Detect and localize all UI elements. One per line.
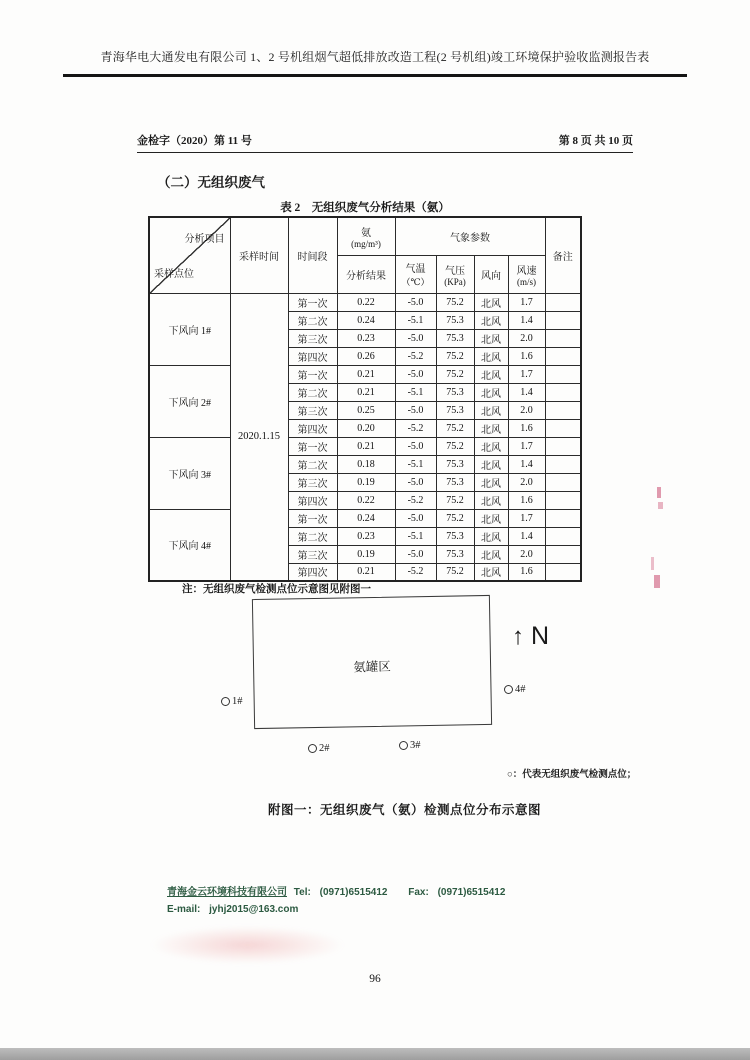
cell-remark [545, 563, 581, 581]
cell-period: 第三次 [288, 401, 337, 419]
cell-wind-dir: 北风 [474, 455, 508, 473]
ammonia-table-body [149, 293, 581, 581]
monitor-point-3 [399, 740, 421, 751]
monitor-point-4 [504, 684, 526, 695]
cell-result: 0.22 [337, 491, 395, 509]
cell-result: 0.22 [337, 293, 395, 311]
point-circle-icon [308, 744, 317, 753]
cell-wind-speed: 2.0 [508, 473, 545, 491]
cell-remark [545, 401, 581, 419]
cell-period: 第三次 [288, 545, 337, 563]
table-row [149, 509, 581, 527]
cell-pressure: 75.2 [436, 437, 474, 455]
cell-period: 第三次 [288, 473, 337, 491]
red-scan-mark [658, 502, 663, 509]
contact-line-1 [167, 884, 523, 901]
cell-temp: -5.0 [395, 437, 436, 455]
cell-period: 第三次 [288, 329, 337, 347]
cell-temp: -5.1 [395, 311, 436, 329]
cell-period: 第一次 [288, 293, 337, 311]
header-sampling-site: 采样点位 [154, 268, 194, 280]
cell-remark [545, 365, 581, 383]
cell-remark [545, 329, 581, 347]
header-ammonia: 氨 (mg/m³) [337, 217, 395, 255]
point-label: 4# [515, 684, 526, 695]
page-info: 第 8 页 共 10 页 [558, 135, 633, 147]
cell-wind-dir: 北风 [474, 563, 508, 581]
cell-pressure: 75.3 [436, 401, 474, 419]
cell-temp: -5.2 [395, 491, 436, 509]
north-letter: N [531, 622, 550, 650]
cell-wind-dir: 北风 [474, 329, 508, 347]
cell-wind-dir: 北风 [474, 365, 508, 383]
cell-result: 0.21 [337, 563, 395, 581]
table-row [149, 437, 581, 455]
cell-pressure: 75.3 [436, 329, 474, 347]
report-header-title: 青海华电大通发电有限公司 1、2 号机组烟气超低排放改造工程(2 号机组)竣工环境保护验收监测报告表 [100, 50, 650, 64]
cell-period: 第二次 [288, 455, 337, 473]
cell-temp: -5.0 [395, 293, 436, 311]
cell-temp: -5.2 [395, 419, 436, 437]
cell-remark [545, 437, 581, 455]
cell-period: 第四次 [288, 563, 337, 581]
scan-bottom-edge [0, 1048, 750, 1060]
cell-result: 0.23 [337, 329, 395, 347]
cell-wind-dir: 北风 [474, 347, 508, 365]
cell-wind-speed: 1.6 [508, 347, 545, 365]
red-scan-mark [657, 487, 661, 498]
cell-period: 第二次 [288, 311, 337, 329]
cell-result: 0.23 [337, 527, 395, 545]
cell-pressure: 75.2 [436, 491, 474, 509]
cell-temp: -5.0 [395, 329, 436, 347]
header-remark: 备注 [545, 217, 581, 293]
cell-temp: -5.0 [395, 545, 436, 563]
cell-pressure: 75.2 [436, 509, 474, 527]
contact-line-2 [167, 901, 523, 918]
cell-result: 0.20 [337, 419, 395, 437]
cell-period: 第二次 [288, 527, 337, 545]
page-number: 96 [369, 973, 381, 985]
cell-wind-dir: 北风 [474, 545, 508, 563]
cell-wind-speed: 1.4 [508, 311, 545, 329]
table-title: 表 2 无组织废气分析结果（氨） [280, 202, 450, 214]
cell-wind-speed: 1.7 [508, 365, 545, 383]
cell-result: 0.19 [337, 473, 395, 491]
contact-footer [167, 884, 523, 918]
cell-wind-speed: 1.7 [508, 293, 545, 311]
cell-temp: -5.1 [395, 383, 436, 401]
cell-remark [545, 311, 581, 329]
cell-pressure: 75.3 [436, 311, 474, 329]
cell-wind-speed: 2.0 [508, 329, 545, 347]
cell-temp: -5.2 [395, 347, 436, 365]
fax-label: Fax: [408, 887, 429, 898]
cell-remark [545, 293, 581, 311]
cell-wind-speed: 1.7 [508, 509, 545, 527]
sampling-time-cell: 2020.1.15 [230, 293, 288, 581]
cell-wind-dir: 北风 [474, 491, 508, 509]
red-scan-mark [654, 575, 660, 588]
cell-wind-speed: 1.4 [508, 383, 545, 401]
pink-stamp-smudge [150, 926, 345, 964]
cell-temp: -5.2 [395, 563, 436, 581]
cell-temp: -5.0 [395, 509, 436, 527]
cell-result: 0.26 [337, 347, 395, 365]
cell-period: 第四次 [288, 491, 337, 509]
point-circle-icon [221, 697, 230, 706]
doc-number: 金检字（2020）第 11 号 [137, 135, 252, 147]
email-label: E-mail: [167, 904, 201, 915]
cell-remark [545, 455, 581, 473]
cell-pressure: 75.3 [436, 473, 474, 491]
cell-wind-dir: 北风 [474, 437, 508, 455]
cell-result: 0.19 [337, 545, 395, 563]
ammonia-tank-area-box [252, 595, 492, 729]
cell-wind-dir: 北风 [474, 311, 508, 329]
cell-wind-dir: 北风 [474, 473, 508, 491]
cell-period: 第一次 [288, 509, 337, 527]
site-cell: 下风向 3# [149, 437, 230, 509]
cell-remark [545, 509, 581, 527]
cell-period: 第一次 [288, 365, 337, 383]
cell-pressure: 75.2 [436, 347, 474, 365]
header-wind-speed: 风速 (m/s) [508, 255, 545, 293]
diagram-caption: 附图一：无组织废气（氨）检测点位分布示意图 [268, 803, 542, 817]
cell-wind-dir: 北风 [474, 383, 508, 401]
header-wind-direction: 风向 [474, 255, 508, 293]
monitor-point-1 [221, 696, 243, 707]
cell-temp: -5.0 [395, 365, 436, 383]
cell-wind-speed: 1.6 [508, 419, 545, 437]
table-row [149, 365, 581, 383]
cell-period: 第一次 [288, 437, 337, 455]
diagram-legend: ○：代表无组织废气检测点位； [507, 770, 637, 780]
header-rule [63, 74, 687, 77]
cell-remark [545, 527, 581, 545]
cell-wind-speed: 2.0 [508, 401, 545, 419]
monitor-point-2 [308, 743, 330, 754]
cell-result: 0.18 [337, 455, 395, 473]
tel-value: (0971)6515412 [319, 887, 388, 898]
point-circle-icon [399, 741, 408, 750]
company-name: 青海金云环境科技有限公司 [167, 887, 287, 898]
email-value: jyhj2015@163.com [209, 904, 299, 915]
cell-pressure: 75.3 [436, 455, 474, 473]
header-pressure: 气压 (KPa) [436, 255, 474, 293]
north-arrow-icon: ↑ [512, 622, 524, 650]
cell-remark [545, 545, 581, 563]
red-scan-mark [651, 557, 654, 570]
ammonia-results-table [148, 216, 582, 582]
cell-pressure: 75.2 [436, 293, 474, 311]
cell-period: 第四次 [288, 419, 337, 437]
diagonal-header-cell [149, 217, 230, 293]
header-analysis-item: 分析项目 [184, 234, 225, 245]
cell-remark [545, 473, 581, 491]
cell-remark [545, 383, 581, 401]
cell-wind-speed: 1.4 [508, 527, 545, 545]
tank-area-label: 氨罐区 [353, 659, 391, 675]
cell-remark [545, 419, 581, 437]
cell-pressure: 75.3 [436, 545, 474, 563]
header-analysis-result: 分析结果 [337, 255, 395, 293]
north-indicator [512, 624, 549, 649]
cell-temp: -5.1 [395, 527, 436, 545]
point-circle-icon [504, 685, 513, 694]
header-sampling-time: 采样时间 [230, 217, 288, 293]
header-temperature: 气温 （℃） [395, 255, 436, 293]
cell-wind-dir: 北风 [474, 419, 508, 437]
cell-temp: -5.0 [395, 401, 436, 419]
header-weather-params: 气象参数 [395, 217, 545, 255]
cell-wind-dir: 北风 [474, 509, 508, 527]
cell-result: 0.21 [337, 365, 395, 383]
cell-pressure: 75.3 [436, 383, 474, 401]
tel-label: Tel: [293, 887, 311, 898]
fax-value: (0971)6515412 [437, 887, 506, 898]
cell-temp: -5.1 [395, 455, 436, 473]
table-row [149, 293, 581, 311]
cell-result: 0.24 [337, 509, 395, 527]
cell-wind-dir: 北风 [474, 527, 508, 545]
cell-period: 第二次 [288, 383, 337, 401]
header-period: 时间段 [288, 217, 337, 293]
cell-pressure: 75.2 [436, 419, 474, 437]
cell-result: 0.24 [337, 311, 395, 329]
cell-remark [545, 347, 581, 365]
cell-result: 0.25 [337, 401, 395, 419]
cell-pressure: 75.3 [436, 527, 474, 545]
point-label: 3# [410, 740, 421, 751]
site-cell: 下风向 1# [149, 293, 230, 365]
cell-wind-speed: 2.0 [508, 545, 545, 563]
point-label: 2# [319, 743, 330, 754]
point-label: 1# [232, 696, 243, 707]
cell-pressure: 75.2 [436, 563, 474, 581]
cell-pressure: 75.2 [436, 365, 474, 383]
cell-wind-speed: 1.4 [508, 455, 545, 473]
cell-remark [545, 491, 581, 509]
table-note: 注：无组织废气检测点位示意图见附图一 [182, 584, 371, 595]
cell-wind-speed: 1.6 [508, 491, 545, 509]
cell-result: 0.21 [337, 383, 395, 401]
cell-wind-dir: 北风 [474, 401, 508, 419]
cell-wind-speed: 1.6 [508, 563, 545, 581]
doc-info-line [137, 132, 633, 153]
cell-temp: -5.0 [395, 473, 436, 491]
site-cell: 下风向 2# [149, 365, 230, 437]
section-title: （二）无组织废气 [157, 175, 265, 190]
site-cell: 下风向 4# [149, 509, 230, 581]
cell-period: 第四次 [288, 347, 337, 365]
cell-wind-dir: 北风 [474, 293, 508, 311]
cell-wind-speed: 1.7 [508, 437, 545, 455]
cell-result: 0.21 [337, 437, 395, 455]
